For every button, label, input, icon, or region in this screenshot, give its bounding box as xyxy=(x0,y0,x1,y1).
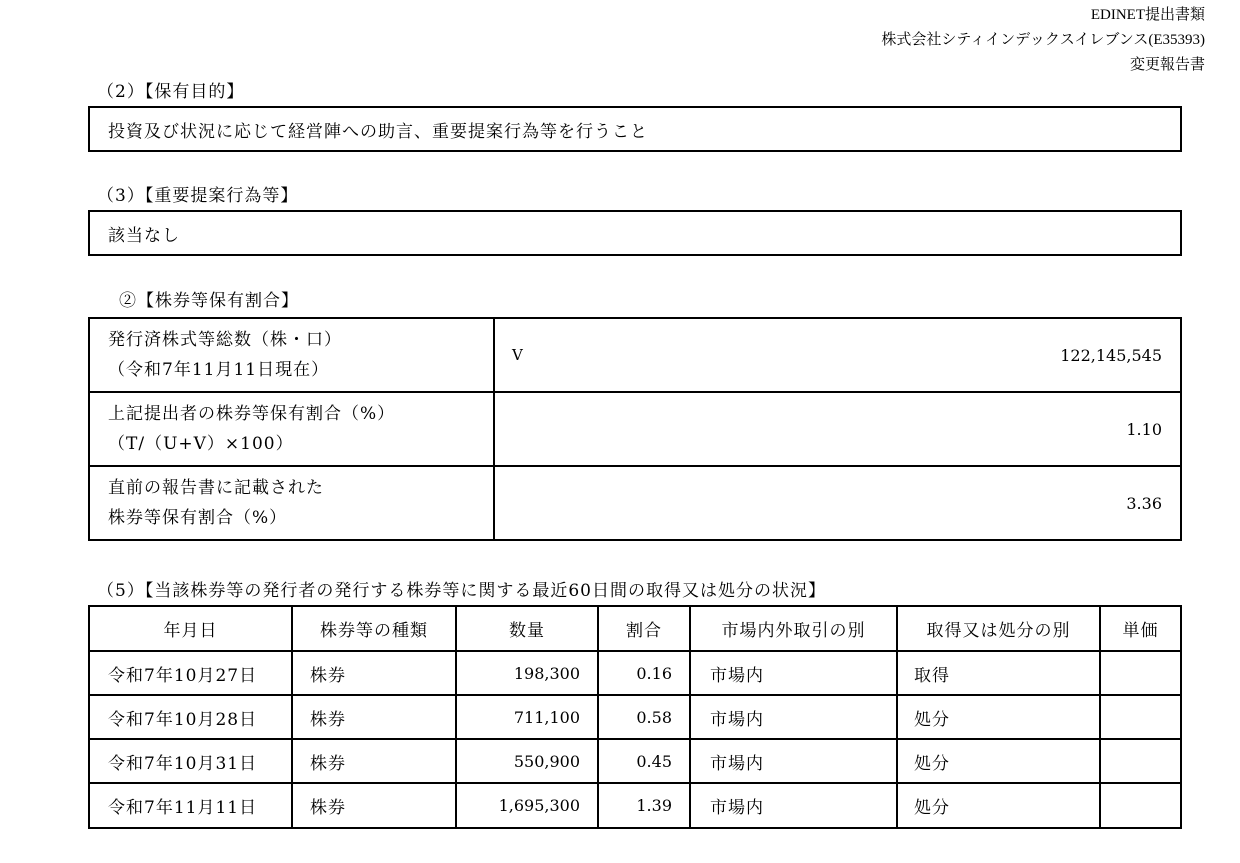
cell-quantity: 198,300 xyxy=(513,663,580,683)
row-value: 122,145,545 xyxy=(1060,345,1162,365)
row-label xyxy=(90,467,493,539)
column-header-market: 市場内外取引の別 xyxy=(691,607,896,650)
cell-market: 市場内 xyxy=(691,784,896,827)
row-label-line: 株券等保有割合（%） xyxy=(108,508,288,528)
cell-ratio: 0.58 xyxy=(636,707,672,727)
cell-ratio: 1.39 xyxy=(636,796,672,815)
cell-type: 株券 xyxy=(293,696,455,738)
doc-type-label: EDINET提出書類 xyxy=(1090,7,1205,23)
holding-ratio-section-title: ②【株券等保有割合】 xyxy=(119,291,299,311)
cell-acquisition-disposal: 処分 xyxy=(898,696,1099,738)
transactions-table xyxy=(88,605,1182,829)
row-label xyxy=(90,319,493,391)
row-value: 3.36 xyxy=(1126,493,1162,513)
cell-quantity: 550,900 xyxy=(513,751,580,771)
column-header-acquisition-disposal: 取得又は処分の別 xyxy=(898,607,1099,650)
cell-type: 株券 xyxy=(293,784,455,827)
purpose-section-title: （2）【保有目的】 xyxy=(97,82,245,102)
cell-unit-price xyxy=(1101,652,1180,694)
holding-ratio-table xyxy=(88,317,1182,541)
row-label-line: 発行済株式等総数（株・口） xyxy=(108,330,342,350)
cell-date: 令和7年10月31日 xyxy=(90,740,291,782)
cell-ratio: 0.45 xyxy=(636,751,672,771)
report-name: 変更報告書 xyxy=(1129,57,1205,73)
purpose-box xyxy=(88,106,1182,152)
column-header-quantity: 数量 xyxy=(457,607,597,650)
important-proposals-box xyxy=(88,210,1182,256)
cell-quantity: 1,695,300 xyxy=(498,796,580,815)
row-label-line: 上記提出者の株券等保有割合（%） xyxy=(108,404,396,424)
row-value-cell xyxy=(495,319,1180,391)
value-mark: V xyxy=(512,346,523,364)
cell-acquisition-disposal: 取得 xyxy=(898,652,1099,694)
document-header xyxy=(881,3,1205,78)
row-label-line: 直前の報告書に記載された xyxy=(108,478,324,498)
column-header-ratio: 割合 xyxy=(599,607,689,650)
column-header-type: 株券等の種類 xyxy=(293,607,455,650)
cell-market: 市場内 xyxy=(691,696,896,738)
column-header-date: 年月日 xyxy=(90,607,291,650)
cell-unit-price xyxy=(1101,696,1180,738)
row-label xyxy=(90,393,493,465)
cell-unit-price xyxy=(1101,784,1180,827)
cell-quantity: 711,100 xyxy=(513,707,580,727)
important-proposals-text: 該当なし xyxy=(108,225,180,246)
cell-date: 令和7年10月28日 xyxy=(90,696,291,738)
row-label-line: （T/（U+V）×100） xyxy=(108,434,294,454)
row-value-cell xyxy=(495,393,1180,465)
purpose-text: 投資及び状況に応じて経営陣への助言、重要提案行為等を行うこと xyxy=(108,121,648,142)
cell-acquisition-disposal: 処分 xyxy=(898,784,1099,827)
filer-name: 株式会社シティインデックスイレブンス(E35393) xyxy=(881,32,1205,48)
column-header-unit-price: 単価 xyxy=(1101,607,1180,650)
cell-market: 市場内 xyxy=(691,740,896,782)
cell-date: 令和7年11月11日 xyxy=(90,784,291,827)
transactions-section-title: （5）【当該株券等の発行者の発行する株券等に関する最近60日間の取得又は処分の状況】 xyxy=(97,581,826,601)
cell-unit-price xyxy=(1101,740,1180,782)
cell-date: 令和7年10月27日 xyxy=(90,652,291,694)
row-value-cell xyxy=(495,467,1180,539)
cell-acquisition-disposal: 処分 xyxy=(898,740,1099,782)
important-proposals-section-title: （3）【重要提案行為等】 xyxy=(97,186,299,206)
cell-ratio: 0.16 xyxy=(636,663,672,683)
row-label-line: （令和7年11月11日現在） xyxy=(108,360,330,380)
row-value: 1.10 xyxy=(1126,419,1162,439)
cell-type: 株券 xyxy=(293,740,455,782)
cell-type: 株券 xyxy=(293,652,455,694)
cell-market: 市場内 xyxy=(691,652,896,694)
